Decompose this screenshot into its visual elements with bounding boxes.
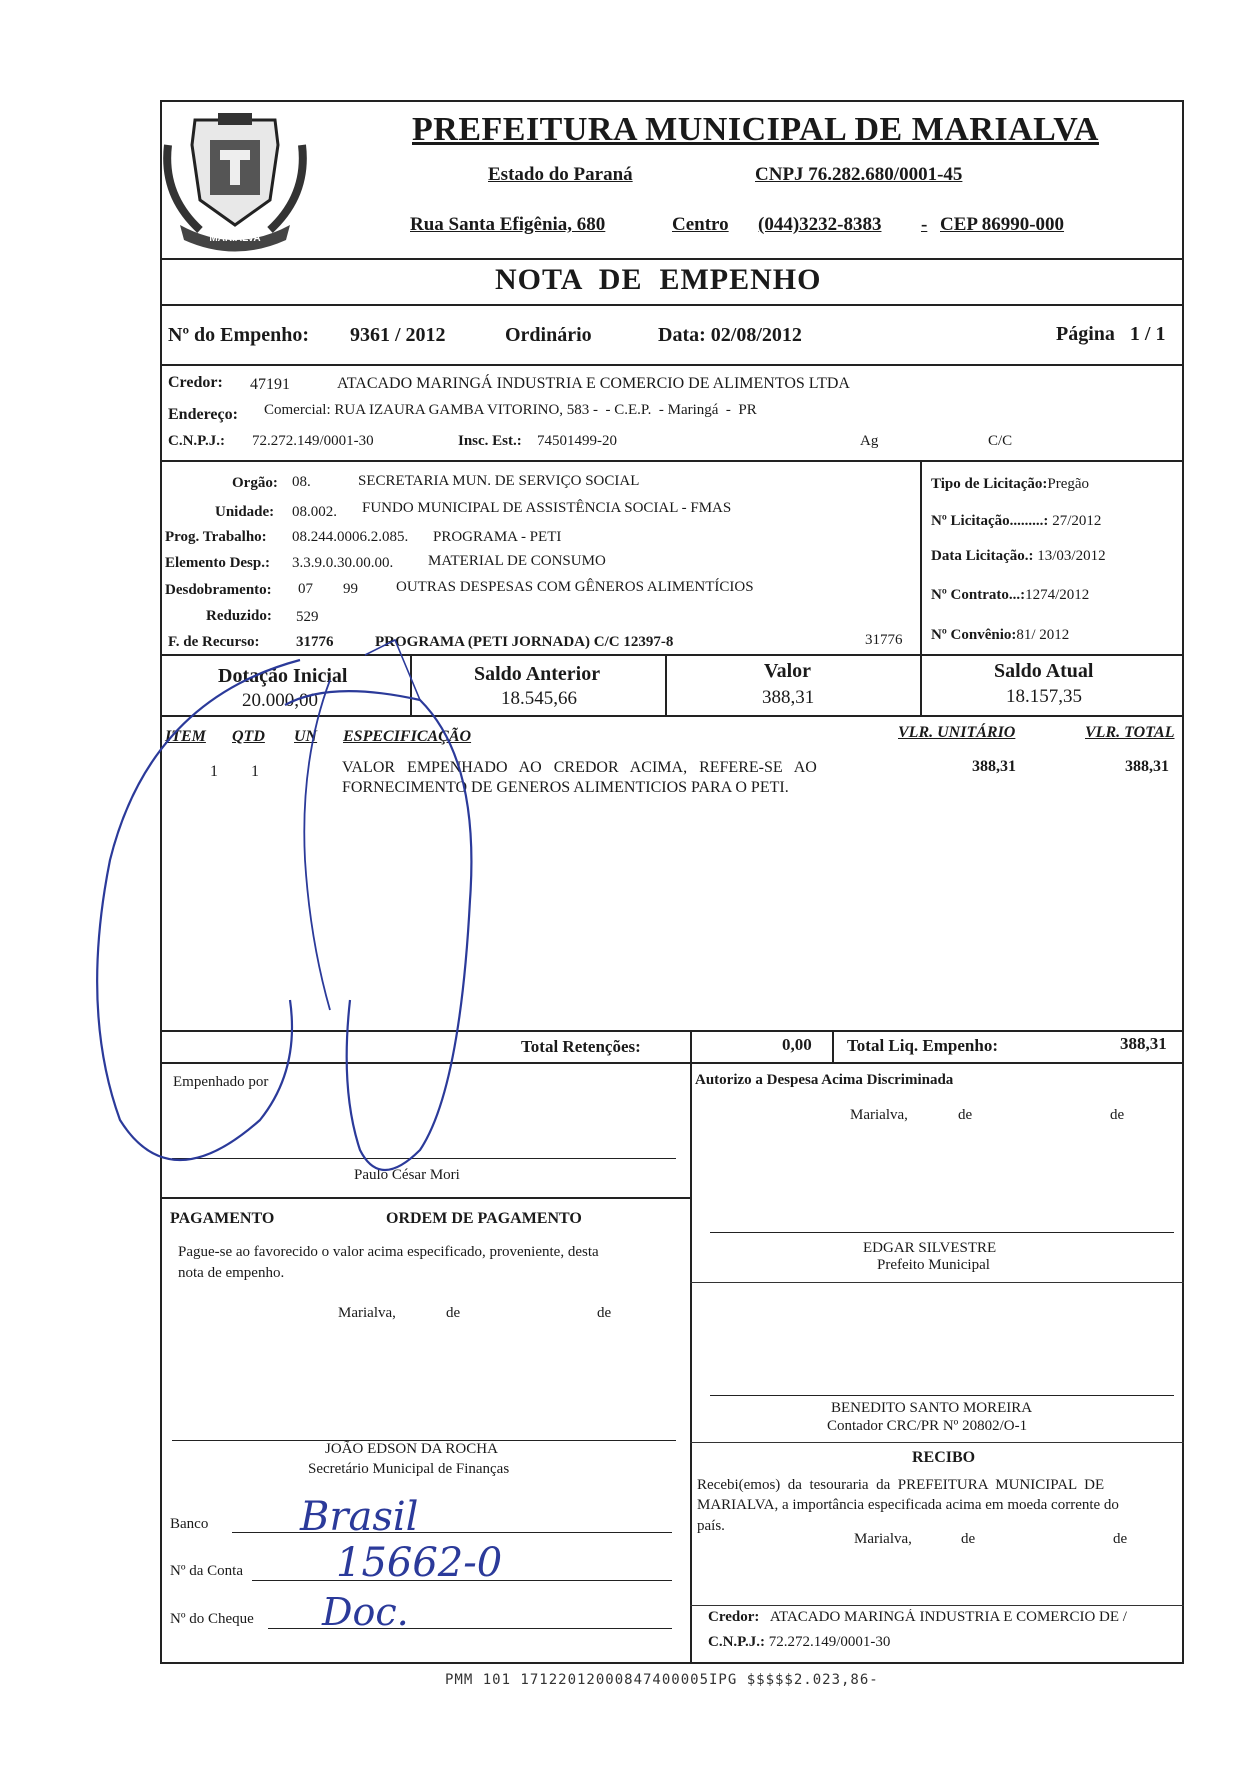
- tipo-licitacao: [931, 476, 1089, 493]
- municipality-title: PREFEITURA MUNICIPAL DE MARIALVA: [412, 111, 1099, 148]
- credor-address: Comercial: RUA IZAURA GAMBA VITORINO, 583 - - C.E.P. - Maringá - PR: [264, 402, 757, 418]
- credor-cnpj: 72.272.149/0001-30: [252, 433, 374, 449]
- contador-role: Contador CRC/PR Nº 20802/O-1: [827, 1418, 1028, 1434]
- fonte-label: F. de Recurso:: [168, 634, 260, 650]
- num-licitacao: [931, 513, 1101, 530]
- row-spec-line1: VALOR EMPENHADO AO CREDOR ACIMA, REFERE-SE AO: [342, 759, 817, 776]
- elemento-name: MATERIAL DE CONSUMO: [428, 553, 606, 569]
- cc-label: C/C: [988, 433, 1013, 449]
- header-address: Rua Santa Efigênia, 680: [410, 214, 606, 235]
- autorizo-de2: de: [1110, 1107, 1125, 1123]
- col-total-header: VLR. TOTAL: [1085, 724, 1175, 741]
- col-qtd-header: QTD: [232, 728, 265, 745]
- fonte-code2: 31776: [865, 632, 903, 648]
- orgao-label: Orgão:: [232, 475, 278, 491]
- ordem-pagamento-label: ORDEM DE PAGAMENTO: [386, 1210, 582, 1227]
- seal-ribbon-text: MARIALVA: [209, 233, 261, 244]
- fonte-code: 31776: [296, 634, 334, 650]
- ag-label: Ag: [860, 433, 879, 449]
- num-convenio: [931, 627, 1069, 644]
- cnpj-label: C.N.P.J.:: [168, 433, 225, 449]
- header-cep: CEP 86990-000: [940, 214, 1065, 235]
- prefeito-name: EDGAR SILVESTRE: [863, 1240, 997, 1256]
- pagamento-de2: de: [597, 1305, 612, 1321]
- saldo-atual-value: 18.157,35: [1006, 686, 1082, 707]
- num-contrato: [931, 587, 1089, 604]
- recibo-credor: [708, 1609, 1180, 1626]
- conta-handwritten: 15662-0: [336, 1540, 503, 1586]
- recibo-label: RECIBO: [912, 1449, 976, 1466]
- data-licitacao-label: Data Licitação.:: [931, 548, 1034, 564]
- num-licitacao-label: Nº Licitação.........:: [931, 513, 1049, 529]
- recibo-credor-label: Credor:: [708, 1609, 760, 1625]
- pagamento-text2: nota de empenho.: [178, 1265, 285, 1281]
- desdobramento-label: Desdobramento:: [165, 582, 272, 598]
- orgao-name: SECRETARIA MUN. DE SERVIÇO SOCIAL: [358, 473, 640, 489]
- dotacao-inicial-label: Dotação Inicial: [218, 665, 348, 687]
- tipo-licitacao-value: Pregão: [1047, 476, 1090, 492]
- saldo-anterior-value: 18.545,66: [501, 688, 577, 709]
- empenho-label: Nº do Empenho:: [168, 324, 310, 346]
- recibo-de2: de: [1113, 1531, 1128, 1547]
- num-licitacao-value: 27/2012: [1052, 513, 1102, 529]
- empenhado-label: Empenhado por: [173, 1074, 269, 1090]
- doc-title: NOTA DE EMPENHO: [495, 263, 822, 296]
- pagamento-de1: de: [446, 1305, 461, 1321]
- tipo-licitacao-label: Tipo de Licitação:: [931, 476, 1048, 492]
- data-licitacao: [931, 548, 1106, 565]
- municipal-coat-of-arms-seal: [160, 105, 310, 255]
- num-contrato-value: 1274/2012: [1025, 587, 1090, 603]
- row-spec-line2: FORNECIMENTO DE GENEROS ALIMENTICIOS PARA O PETI.: [342, 779, 789, 796]
- recibo-cnpj: [708, 1634, 890, 1651]
- empenho-type: Ordinário: [505, 324, 592, 346]
- col-spec-header: ESPECIFICAÇÃO: [343, 728, 472, 745]
- endereco-label: Endereço:: [168, 406, 238, 423]
- recibo-credor-value: ATACADO MARINGÁ INDUSTRIA E COMERCIO DE /: [769, 1609, 1127, 1625]
- col-un-header: UN: [294, 728, 318, 745]
- prog-name: PROGRAMA - PETI: [433, 529, 562, 545]
- unidade-label: Unidade:: [215, 504, 275, 520]
- row-total-value: 388,31: [1125, 758, 1169, 775]
- contador-name: BENEDITO SANTO MOREIRA: [831, 1400, 1033, 1416]
- autorizo-label: Autorizo a Despesa Acima Discriminada: [695, 1072, 954, 1088]
- credor-code: 47191: [250, 376, 290, 393]
- desdobramento-code2: 99: [343, 581, 358, 597]
- row-qtd: 1: [251, 763, 259, 780]
- header-district: Centro: [672, 214, 729, 235]
- unidade-name: FUNDO MUNICIPAL DE ASSISTÊNCIA SOCIAL - FMAS: [362, 500, 732, 516]
- recibo-cnpj-label: C.N.P.J.:: [708, 1634, 765, 1650]
- data-licitacao-value: 13/03/2012: [1037, 548, 1106, 564]
- banco-handwritten: Brasil: [300, 1494, 419, 1540]
- credor-label: Credor:: [168, 374, 223, 391]
- prog-label: Prog. Trabalho:: [165, 529, 267, 545]
- num-convenio-value: 81/ 2012: [1016, 627, 1070, 643]
- num-contrato-label: Nº Contrato...:: [931, 587, 1026, 603]
- page-number: Página 1 / 1: [1056, 323, 1166, 345]
- recibo-cnpj-value: 72.272.149/0001-30: [768, 1634, 891, 1650]
- desdobramento-name: OUTRAS DESPESAS COM GÊNEROS ALIMENTÍCIOS: [396, 579, 754, 595]
- pagamento-text1: Pague-se ao favorecido o valor acima especificado, proveniente, desta: [178, 1244, 599, 1260]
- cheque-label: Nº do Cheque: [170, 1611, 254, 1627]
- prefeito-role: Prefeito Municipal: [877, 1257, 990, 1273]
- credor-insc: 74501499-20: [537, 433, 617, 449]
- recibo-de1: de: [961, 1531, 976, 1547]
- elemento-label: Elemento Desp.:: [165, 555, 270, 571]
- desdobramento-code1: 07: [298, 581, 313, 597]
- header-phone: (044)3232-8383: [758, 214, 882, 235]
- credor-name: ATACADO MARINGÁ INDUSTRIA E COMERCIO DE ALIMENTOS LTDA: [337, 375, 850, 392]
- reduzido-value: 529: [296, 609, 319, 625]
- recibo-line3: país.: [697, 1518, 725, 1534]
- orgao-code: 08.: [292, 474, 311, 490]
- unidade-code: 08.002.: [292, 504, 337, 520]
- banco-label: Banco: [170, 1516, 209, 1532]
- cheque-handwritten: Doc.: [322, 1590, 409, 1634]
- total-liq-value: 388,31: [1120, 1034, 1167, 1053]
- num-convenio-label: Nº Convênio:: [931, 627, 1017, 643]
- secretario-name: JOÃO EDSON DA ROCHA: [325, 1441, 498, 1457]
- footer-code: PMM 101 17122012000847400005IPG $$$$$2.023,86-: [445, 1672, 879, 1688]
- recibo-line1: Recebi(emos) da tesouraria da PREFEITURA MUNICIPAL DE: [697, 1477, 1105, 1493]
- pagamento-label: PAGAMENTO: [170, 1210, 275, 1227]
- total-liq-label: Total Liq. Empenho:: [847, 1036, 998, 1055]
- header-dash: -: [921, 214, 928, 235]
- col-item-header: ITEM: [165, 728, 206, 745]
- empenho-number: 9361 / 2012: [350, 324, 446, 346]
- conta-label: Nº da Conta: [170, 1563, 243, 1579]
- empenho-date: Data: 02/08/2012: [658, 324, 802, 346]
- state-label: Estado do Paraná: [488, 164, 633, 185]
- elemento-code: 3.3.9.0.30.00.00.: [292, 555, 394, 571]
- pagamento-city: Marialva,: [338, 1305, 396, 1321]
- row-unit-value: 388,31: [972, 758, 1016, 775]
- header-cnpj: CNPJ 76.282.680/0001-45: [755, 164, 963, 185]
- recibo-city: Marialva,: [854, 1531, 912, 1547]
- recibo-line2: MARIALVA, a importância especificada acima em moeda corrente do: [697, 1497, 1119, 1513]
- empenhado-name: Paulo César Mori: [354, 1167, 460, 1183]
- fonte-name: PROGRAMA (PETI JORNADA) C/C 12397-8: [375, 634, 674, 650]
- total-retencoes-value: 0,00: [782, 1035, 812, 1054]
- row-item: 1: [210, 763, 218, 780]
- insc-label: Insc. Est.:: [458, 433, 522, 449]
- autorizo-city: Marialva,: [850, 1107, 908, 1123]
- dotacao-inicial-value: 20.000,00: [242, 690, 318, 711]
- saldo-atual-label: Saldo Atual: [994, 660, 1094, 682]
- valor-value: 388,31: [762, 687, 815, 708]
- total-retencoes-label: Total Retenções:: [521, 1037, 641, 1056]
- valor-label: Valor: [764, 660, 812, 682]
- col-unit-header: VLR. UNITÁRIO: [898, 724, 1016, 741]
- prog-code: 08.244.0006.2.085.: [292, 529, 409, 545]
- secretario-role: Secretário Municipal de Finanças: [308, 1461, 510, 1477]
- reduzido-label: Reduzido:: [206, 608, 272, 624]
- autorizo-de1: de: [958, 1107, 973, 1123]
- saldo-anterior-label: Saldo Anterior: [474, 663, 601, 685]
